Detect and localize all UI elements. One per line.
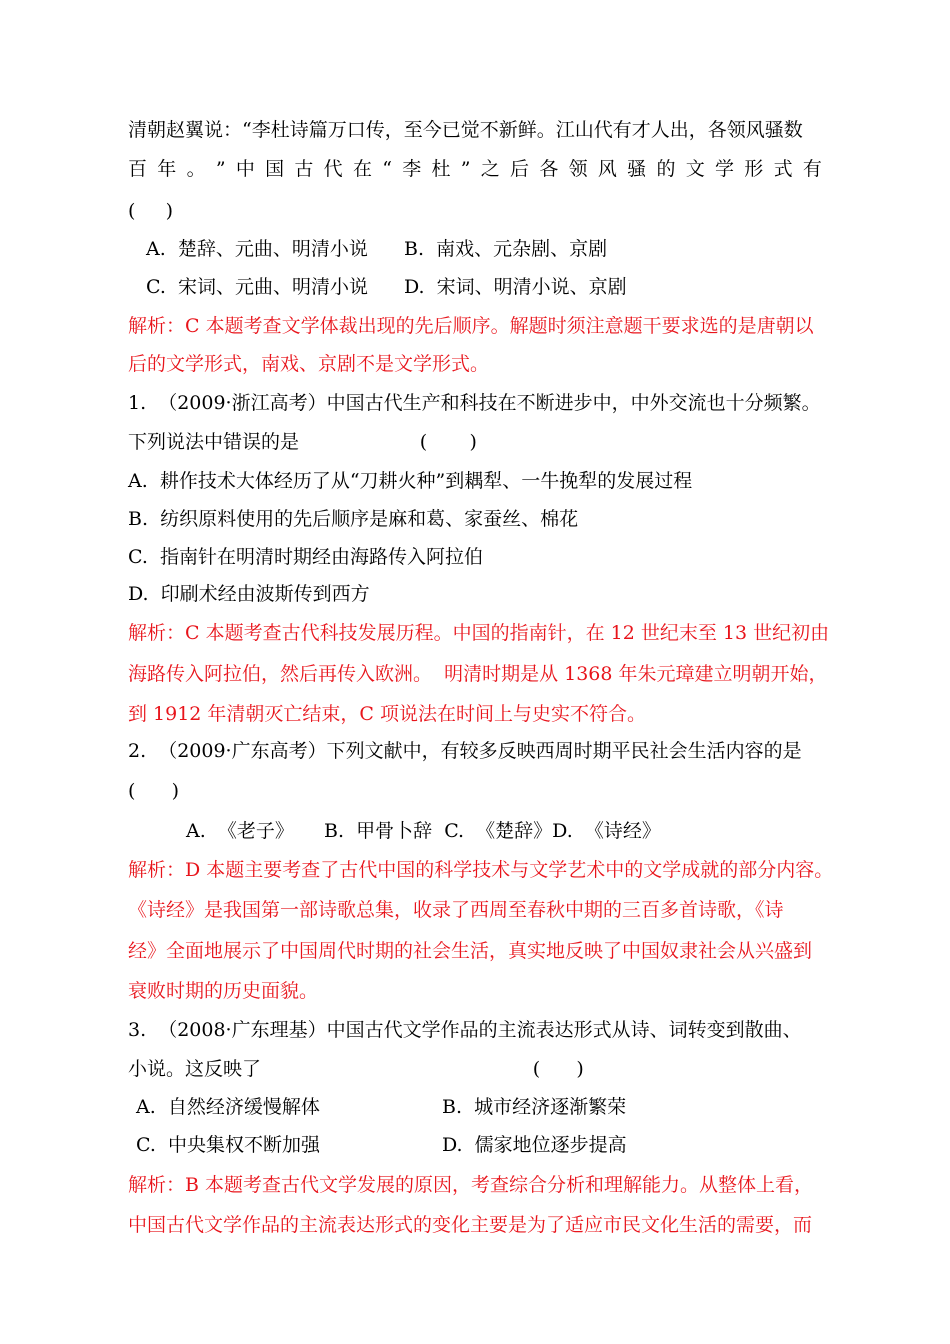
intro-analysis-line-1: 解析：C 本题考查文学体裁出现的先后顺序。解题时须注意题干要求选的是唐朝以 xyxy=(128,315,814,337)
q2-analysis-line-3: 经》全面地展示了中国周代时期的社会生活，真实地反映了中国奴隶社会从兴盛到 xyxy=(128,940,813,962)
intro-line-2-char: 国 xyxy=(265,158,285,180)
q3-line-2: 小说。这反映了 ( ) xyxy=(128,1058,584,1080)
intro-answer-blank: ( ) xyxy=(128,200,174,222)
intro-line-2-char: 学 xyxy=(715,158,735,180)
q1-analysis-line-1: 解析：C 本题考查古代科技发展历程。中国的指南针，在 12 世纪末至 13 世纪初由 xyxy=(128,622,830,644)
intro-line-2-char: 年 xyxy=(157,158,177,180)
intro-line-2-char: 。 xyxy=(186,158,206,180)
intro-line-2-char: 百 xyxy=(128,158,148,180)
q2-analysis-line-1: 解析：D 本题主要考查了古代中国的科学技术与文学艺术中的文学成就的部分内容。 xyxy=(128,859,834,881)
intro-option-b: B. 南戏、元杂剧、京剧 xyxy=(404,238,608,260)
intro-option-c: C. 宋词、元曲、明清小说 xyxy=(146,276,368,298)
q1-line-1: 1. （2009·浙江高考）中国古代生产和科技在不断进步中，中外交流也十分频繁。 xyxy=(128,392,821,414)
q3-option-a: A. 自然经济缓慢解体 xyxy=(136,1096,320,1118)
intro-option-d: D. 宋词、明清小说、京剧 xyxy=(404,276,627,298)
intro-analysis-line-2: 后的文学形式，南戏、京剧不是文学形式。 xyxy=(128,353,490,375)
intro-line-2-char: 形 xyxy=(744,158,764,180)
q2-options: A. 《老子》 B. 甲骨卜辞 C. 《楚辞》D. 《诗经》 xyxy=(186,820,661,842)
q1-line-2: 下列说法中错误的是 ( ) xyxy=(128,431,477,453)
q1-option-d: D. 印刷术经由波斯传到西方 xyxy=(128,583,370,605)
q3-option-c: C. 中央集权不断加强 xyxy=(136,1134,320,1156)
intro-line-2-char: 有 xyxy=(802,158,822,180)
intro-line-2-char: 风 xyxy=(597,158,617,180)
q1-analysis-line-3: 到 1912 年清朝灭亡结束，C 项说法在时间上与史实不符合。 xyxy=(128,703,647,725)
intro-line-2-char: 文 xyxy=(685,158,705,180)
intro-question-line-1: 清朝赵翼说：“李杜诗篇万口传，至今已觉不新鲜。江山代有才人出，各领风骚数 xyxy=(128,119,803,141)
intro-question-line-2 xyxy=(128,157,822,181)
q2-line-2: ( ) xyxy=(128,780,180,802)
q2-line-1: 2. （2009·广东高考）下列文献中，有较多反映西周时期平民社会生活内容的是 xyxy=(128,740,802,762)
q2-analysis-line-2: 《诗经》是我国第一部诗歌总集，收录了西周至春秋中期的三百多首诗歌，《诗 xyxy=(128,899,784,921)
intro-line-2-char: 李 xyxy=(402,158,422,180)
intro-line-2-char: “ xyxy=(382,158,392,180)
q3-line-1: 3. （2008·广东理基）中国古代文学作品的主流表达形式从诗、词转变到散曲、 xyxy=(128,1019,802,1041)
intro-line-2-char: 骚 xyxy=(627,158,647,180)
q3-option-d: D. 儒家地位逐步提高 xyxy=(442,1134,627,1156)
q1-option-a: A. 耕作技术大体经历了从“刀耕火种”到耦犁、一牛挽犁的发展过程 xyxy=(128,470,693,492)
intro-line-2-char: 杜 xyxy=(431,158,451,180)
intro-line-2-char: 在 xyxy=(352,158,372,180)
intro-line-2-char: 中 xyxy=(235,158,255,180)
intro-option-a: A. 楚辞、元曲、明清小说 xyxy=(146,238,368,260)
intro-line-2-char: 后 xyxy=(510,158,530,180)
q2-analysis-line-4: 衰败时期的历史面貌。 xyxy=(128,980,319,1002)
intro-line-2-char: 古 xyxy=(294,158,314,180)
intro-line-2-char: 领 xyxy=(568,158,588,180)
q1-option-b: B. 纺织原料使用的先后顺序是麻和葛、家蚕丝、棉花 xyxy=(128,508,579,530)
intro-line-2-char: 的 xyxy=(656,158,676,180)
intro-line-2-char: 之 xyxy=(480,158,500,180)
intro-line-2-char: 式 xyxy=(773,158,793,180)
intro-line-2-char: 各 xyxy=(539,158,559,180)
q3-analysis-line-2: 中国古代文学作品的主流表达形式的变化主要是为了适应市民文化生活的需要，而 xyxy=(128,1214,813,1236)
intro-line-2-char: ” xyxy=(460,158,471,180)
q3-analysis-line-1: 解析：B 本题考查古代文学发展的原因，考查综合分析和理解能力。从整体上看， xyxy=(128,1174,814,1196)
q1-option-c: C. 指南针在明清时期经由海路传入阿拉伯 xyxy=(128,546,483,568)
q3-option-b: B. 城市经济逐渐繁荣 xyxy=(442,1096,627,1118)
intro-line-2-char: 代 xyxy=(323,158,343,180)
q1-analysis-line-2: 海路传入阿拉伯，然后再传入欧洲。 明清时期是从 1368 年朱元璋建立明朝开始， xyxy=(128,663,828,685)
intro-line-2-char: ” xyxy=(215,158,226,180)
